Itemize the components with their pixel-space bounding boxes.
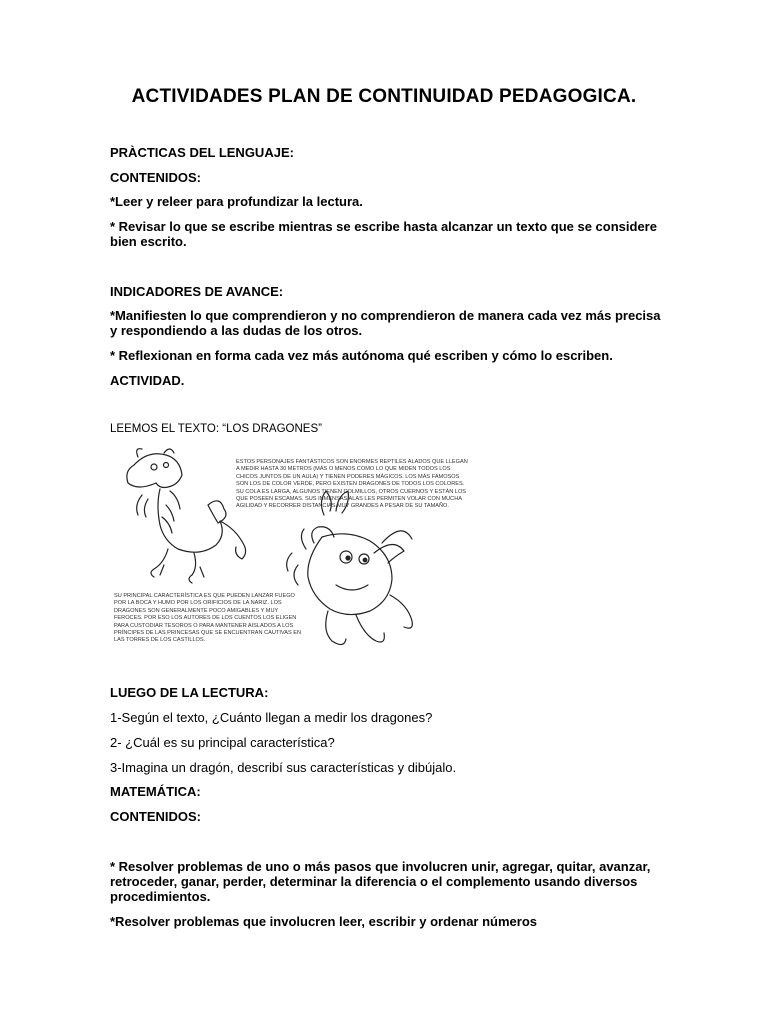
matematica-contenido-item: *Resolver problemas que involucren leer, escribir y ordenar números xyxy=(110,914,537,929)
actividad-heading: ACTIVIDAD. xyxy=(110,373,185,388)
pregunta-item: 1-Según el texto, ¿Cuánto llegan a medir los dragones? xyxy=(110,710,433,725)
contenido-item: *Leer y releer para profundizar la lectura. xyxy=(110,194,363,209)
matematica-contenido-item: * Resolver problemas de uno o más pasos que involucren unir, agregar, quitar, avanzar, retroceder, ganar, perder, determinar la diferencia o el complemento usando diversos procedimientos. xyxy=(110,859,651,904)
illustration-text-bottom: SU PRINCIPAL CARACTERÍSTICA ES QUE PUEDEN LANZAR FUEGO POR LA BOCA Y HUMO POR LOS ORIFICIOS DE LA NARIZ. LOS DRAGONES SON GENERALMENTE POCO AMIGABLES Y MUY FEROCES. POR ESO LOS AUTORES DE LOS CUENTOS LOS ELIGEN PARA CUSTODIAR TESOROS O PARA MANTENER AISLADOS A LOS PRÍNCIPES DE LAS PRINCESAS QUE SE ENCUENTRAN CAUTIVAS EN LAS TORRES DE LOS CASTILLOS. xyxy=(114,593,302,644)
contenidos-heading: CONTENIDOS: xyxy=(110,170,201,185)
dragons-illustration xyxy=(108,445,480,667)
lenguaje-heading: PRÀCTICAS DEL LENGUAJE: xyxy=(110,145,294,160)
illustration-text-top: ESTOS PERSONAJES FANTÁSTICOS SON ENORMES REPTILES ALADOS QUE LLEGAN A MEDIR HASTA 30 METROS (MÁS O MENOS COMO LO QUE MIDEN TODOS LOS CHICOS JUNTOS DE UN AULA) Y TIENEN PODERES MÁGICOS. LOS MÁS FAMOSOS SON LOS DE COLOR VERDE, PERO EXISTEN DRAGONES DE TODOS LOS COLORES. SU COLA ES LARGA, ALGUNOS TIENEN COLMILLOS, OTROS CUERNOS Y ESTÁN LOS QUE POSEEN ESCAMAS. SUS INMENSAS ALAS LES PERMITEN VOLAR CON MUCHA AGILIDAD Y RECORRER DISTANCIAS MUY GRANDES A PESAR DE SU TAMAÑO. xyxy=(236,459,468,510)
lectura-heading: LUEGO DE LA LECTURA: xyxy=(110,685,269,700)
indicadores-heading: INDICADORES DE AVANCE: xyxy=(110,284,284,299)
pregunta-item: 3-Imagina un dragón, describí sus características y dibújalo. xyxy=(110,760,457,775)
page-title: ACTIVIDADES PLAN DE CONTINUIDAD PEDAGOGICA. xyxy=(131,86,637,107)
leemos-label: LEEMOS EL TEXTO: “LOS DRAGONES” xyxy=(110,423,322,435)
contenido-item: * Revisar lo que se escribe mientras se escribe hasta alcanzar un texto que se considere bien escrito. xyxy=(110,219,657,249)
pregunta-item: 2- ¿Cuál es su principal característica? xyxy=(110,735,335,750)
matematica-contenidos-heading: CONTENIDOS: xyxy=(110,809,201,824)
indicador-item: *Manifiesten lo que comprendieron y no comprendieron de manera cada vez más precisa y respondiendo a las dudas de los otros. xyxy=(110,308,661,338)
matematica-heading: MATEMÁTICA: xyxy=(110,784,201,799)
indicador-item: * Reflexionan en forma cada vez más autónoma qué escriben y cómo lo escriben. xyxy=(110,348,613,363)
